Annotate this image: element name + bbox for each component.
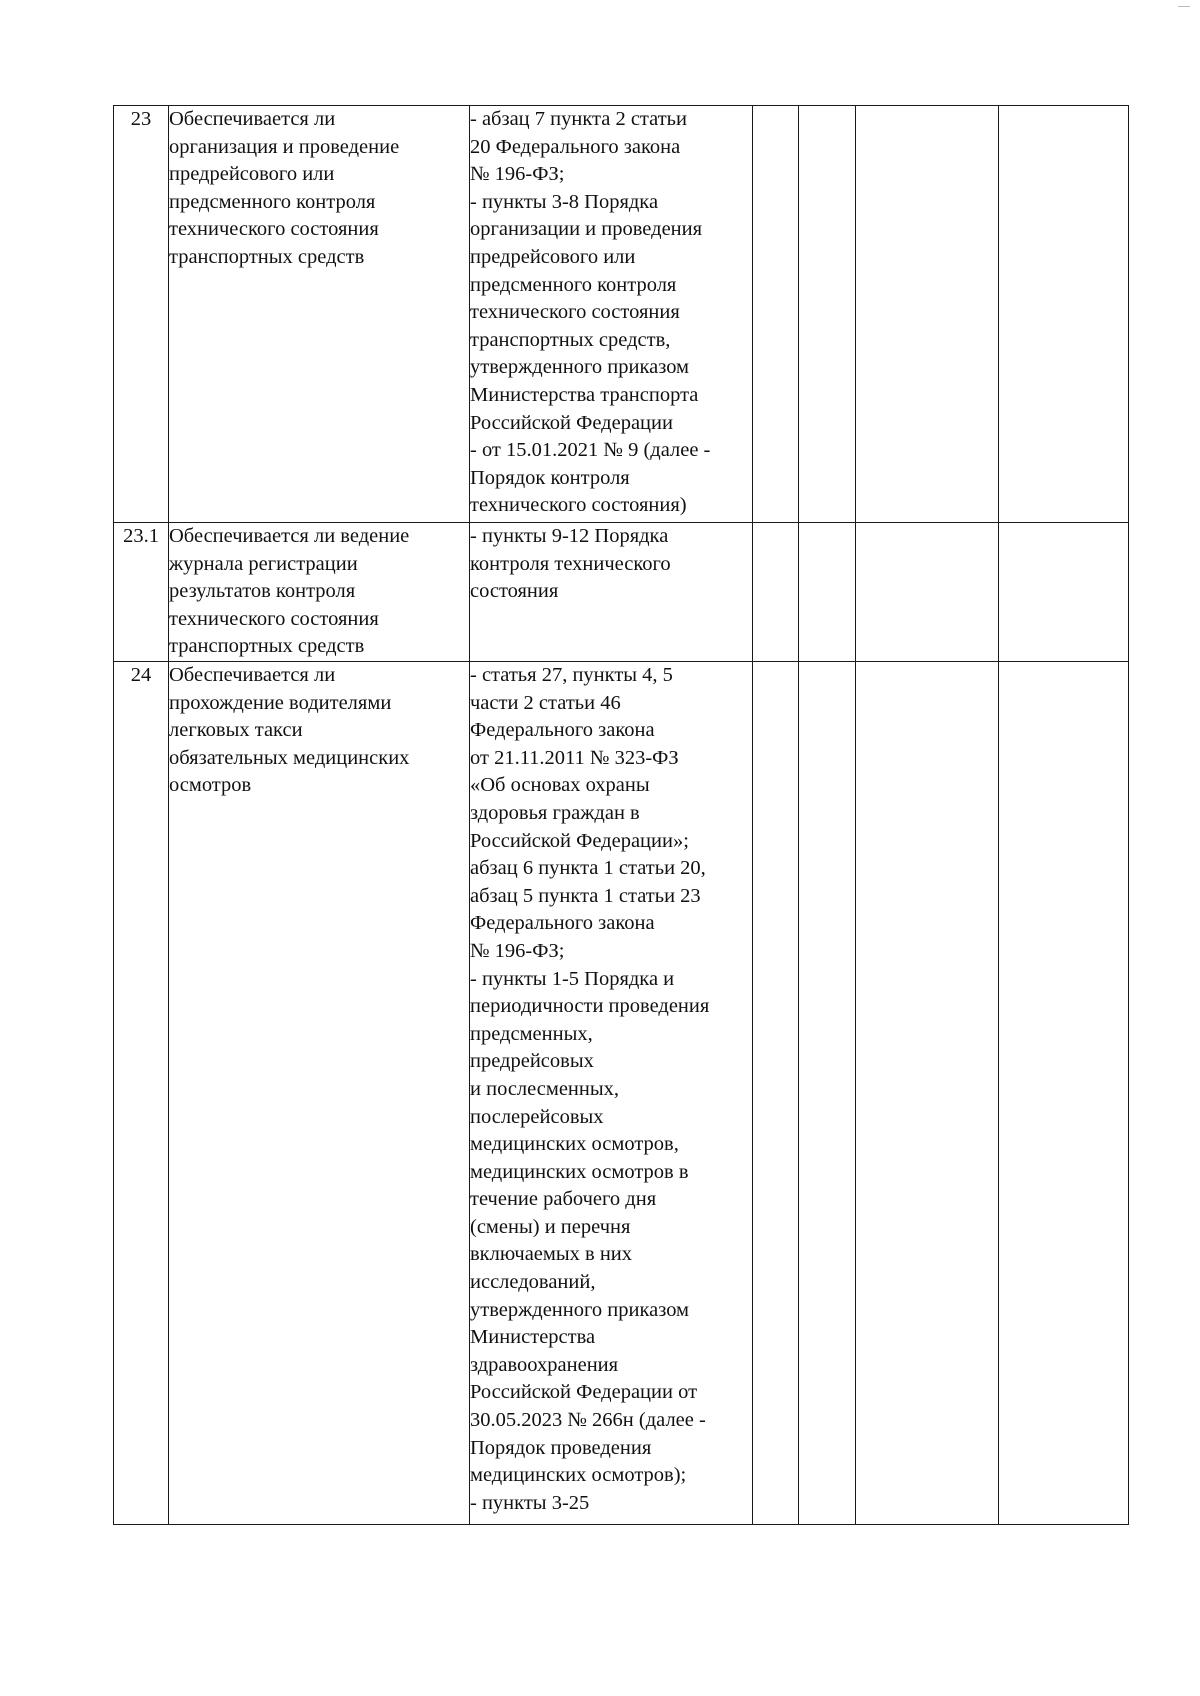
row-number-cell xyxy=(114,523,169,662)
legal-reference-line: транспортных средств, xyxy=(470,328,671,351)
legal-reference-line: и послесменных, xyxy=(470,1077,620,1100)
legal-reference-line: - статья 27, пункты 4, 5 xyxy=(470,664,673,686)
row-number: 23.1 xyxy=(123,525,159,547)
answer-cell-not-applicable xyxy=(856,106,999,523)
legal-reference-line: Министерства транспорта xyxy=(470,383,699,406)
question-line: прохождение водителями xyxy=(169,691,392,714)
answer-cell-yes xyxy=(753,662,799,1525)
question-cell xyxy=(169,523,470,662)
row-number: 23 xyxy=(130,108,152,130)
question-line: технического состояния xyxy=(169,607,379,630)
legal-reference-line: медицинских осмотров, xyxy=(470,1133,679,1156)
question-line: технического состояния xyxy=(169,218,379,241)
table-row xyxy=(114,523,1129,662)
answer-cell-yes xyxy=(753,523,799,662)
legal-reference-line: медицинских осмотров в xyxy=(470,1160,689,1183)
legal-reference-line: Министерства xyxy=(470,1326,596,1349)
question-line: Обеспечивается ли xyxy=(169,664,336,686)
legal-reference-line: - от 15.01.2021 № 9 (далее - xyxy=(470,439,711,462)
question-cell xyxy=(169,662,470,1525)
checklist-table-body xyxy=(114,106,1129,1525)
legal-reference-line: - пункты 3-25 xyxy=(470,1491,590,1514)
answer-cell-no xyxy=(799,523,856,662)
legal-reference-line: 30.05.2023 № 266н (далее - xyxy=(470,1409,706,1432)
legal-reference-line: организации и проведения xyxy=(470,218,703,241)
legal-reference-line: предрейсового или xyxy=(470,245,636,268)
question-line: легковых такси xyxy=(169,719,303,742)
legal-reference-cell xyxy=(470,523,753,662)
legal-reference-line: предсменных, xyxy=(470,1022,593,1045)
answer-cell-not-applicable xyxy=(856,662,999,1525)
question-line: предрейсового или xyxy=(169,163,335,186)
legal-reference-line: здоровья граждан в xyxy=(470,801,640,824)
row-number-cell xyxy=(114,662,169,1525)
question-line: Обеспечивается ли xyxy=(169,108,336,130)
legal-reference-line: контроля технического xyxy=(470,552,671,575)
row-number-cell xyxy=(114,106,169,523)
question-line: предсменного контроля xyxy=(169,190,376,213)
legal-reference-line: медицинских осмотров); xyxy=(470,1464,687,1487)
legal-reference-line: № 196-ФЗ; xyxy=(470,163,565,186)
answer-cell-no xyxy=(799,662,856,1525)
legal-reference-line: от 21.11.2011 № 323-ФЗ xyxy=(470,746,679,769)
legal-reference-line: периодичности проведения xyxy=(470,995,710,1018)
legal-reference-line: Российской Федерации от xyxy=(470,1381,698,1404)
question-line: Обеспечивается ли ведение xyxy=(169,525,410,547)
question-line: транспортных средств xyxy=(169,245,365,268)
question-line: осмотров xyxy=(169,774,252,797)
legal-reference-line: технического состояния) xyxy=(470,494,687,517)
question-line: обязательных медицинских xyxy=(169,746,410,769)
comment-cell xyxy=(999,106,1129,523)
legal-reference-line: - пункты 3-8 Порядка xyxy=(470,190,659,213)
comment-cell xyxy=(999,523,1129,662)
page-corner-mark xyxy=(1178,6,1190,7)
table-row xyxy=(114,662,1129,1525)
legal-reference-line: Порядок контроля xyxy=(470,466,630,489)
legal-reference-line: 20 Федерального закона xyxy=(470,135,681,158)
legal-reference-line: послерейсовых xyxy=(470,1105,604,1128)
legal-reference-line: - пункты 9-12 Порядка xyxy=(470,525,669,547)
answer-cell-not-applicable xyxy=(856,523,999,662)
question-cell xyxy=(169,106,470,523)
comment-cell xyxy=(999,662,1129,1525)
row-number: 24 xyxy=(130,664,152,686)
legal-reference-cell xyxy=(470,106,753,523)
legal-reference-line: - пункты 1-5 Порядка и xyxy=(470,967,675,990)
legal-reference-line: (смены) и перечня xyxy=(470,1215,631,1238)
legal-reference-line: утвержденного приказом xyxy=(470,1298,690,1321)
legal-reference-line: № 196-ФЗ; xyxy=(470,939,565,962)
legal-reference-line: - абзац 7 пункта 2 статьи xyxy=(470,108,687,130)
legal-reference-line: предсменного контроля xyxy=(470,273,677,296)
question-line: организация и проведение xyxy=(169,135,400,158)
legal-reference-line: Порядок проведения xyxy=(470,1436,652,1459)
legal-reference-line: технического состояния xyxy=(470,301,680,324)
table-row xyxy=(114,106,1129,523)
checklist-table xyxy=(113,105,1129,1525)
legal-reference-line: Федерального закона xyxy=(470,719,655,742)
question-line: результатов контроля xyxy=(169,580,356,603)
legal-reference-line: здравоохранения xyxy=(470,1353,619,1376)
legal-reference-line: предрейсовых xyxy=(470,1050,594,1073)
legal-reference-line: состояния xyxy=(470,580,559,603)
question-line: транспортных средств xyxy=(169,635,365,658)
legal-reference-line: течение рабочего дня xyxy=(470,1188,657,1211)
legal-reference-cell xyxy=(470,662,753,1525)
legal-reference-line: Российской Федерации xyxy=(470,411,673,434)
legal-reference-line: абзац 5 пункта 1 статьи 23 xyxy=(470,884,701,907)
legal-reference-line: Российской Федерации»; xyxy=(470,829,689,852)
answer-cell-no xyxy=(799,106,856,523)
legal-reference-line: включаемых в них xyxy=(470,1243,633,1266)
legal-reference-line: Федерального закона xyxy=(470,912,655,935)
legal-reference-line: «Об основах охраны xyxy=(470,774,650,797)
legal-reference-line: утвержденного приказом xyxy=(470,356,690,379)
legal-reference-line: исследований, xyxy=(470,1271,596,1294)
answer-cell-yes xyxy=(753,106,799,523)
legal-reference-line: абзац 6 пункта 1 статьи 20, xyxy=(470,857,706,880)
legal-reference-line: части 2 статьи 46 xyxy=(470,691,621,714)
question-line: журнала регистрации xyxy=(169,552,358,575)
